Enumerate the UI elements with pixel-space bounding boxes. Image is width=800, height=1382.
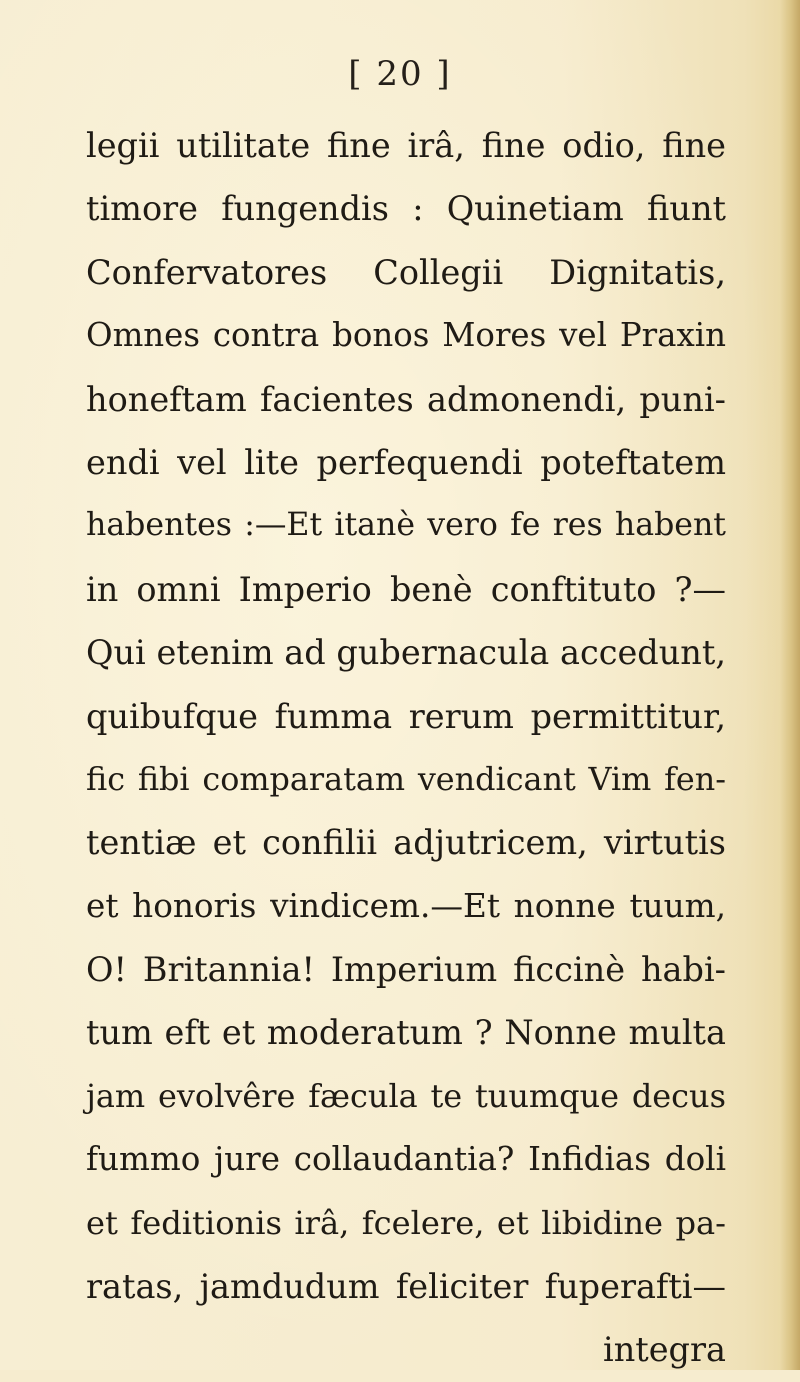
text-line: tum eft et moderatum ? Nonne multa xyxy=(86,1013,726,1053)
text-line: fummo jure collaudantia? Infidias doli xyxy=(86,1140,726,1179)
text-line: Confervatores Collegii Dignitatis, xyxy=(86,252,726,292)
text-line: O! Britannia! Imperium ficcinè habi- xyxy=(86,950,726,990)
text-line: jam evolvêre fæcula te tuumque decus xyxy=(86,1076,726,1115)
text-line: habentes :—Et itanè vero fe res habent xyxy=(86,507,726,544)
text-line: tentiæ et confilii adjutricem, virtutis xyxy=(86,823,726,863)
page-number: [ 20 ] xyxy=(348,54,452,94)
text-line: in omni Imperio benè conftituto ?— xyxy=(86,569,726,609)
text-line: ratas, jamdudum feliciter fuperafti— xyxy=(86,1267,726,1307)
text-line: et feditionis irâ, fcelere, et libidine pa- xyxy=(86,1203,726,1242)
catchword: integra xyxy=(602,1330,726,1370)
text-line: quibufque fumma rerum permittitur, xyxy=(86,696,726,736)
text-line: Omnes contra bonos Mores vel Praxin xyxy=(86,316,726,355)
page-edge-shadow xyxy=(780,0,800,1370)
text-line: timore fungendis : Quinetiam fiunt xyxy=(86,189,726,229)
text-line: Qui etenim ad gubernacula accedunt, xyxy=(86,633,726,673)
text-line: et honoris vindicem.—Et nonne tuum, xyxy=(86,886,726,925)
text-line: fic fibi comparatam vendicant Vim fen- xyxy=(86,759,726,798)
text-line: honeftam facientes admonendi, puni- xyxy=(86,379,726,419)
body-text xyxy=(86,114,726,1382)
text-line: legii utilitate fine irâ, fine odio, fine xyxy=(86,126,726,165)
text-line: endi vel lite perfequendi poteftatem xyxy=(86,442,726,482)
